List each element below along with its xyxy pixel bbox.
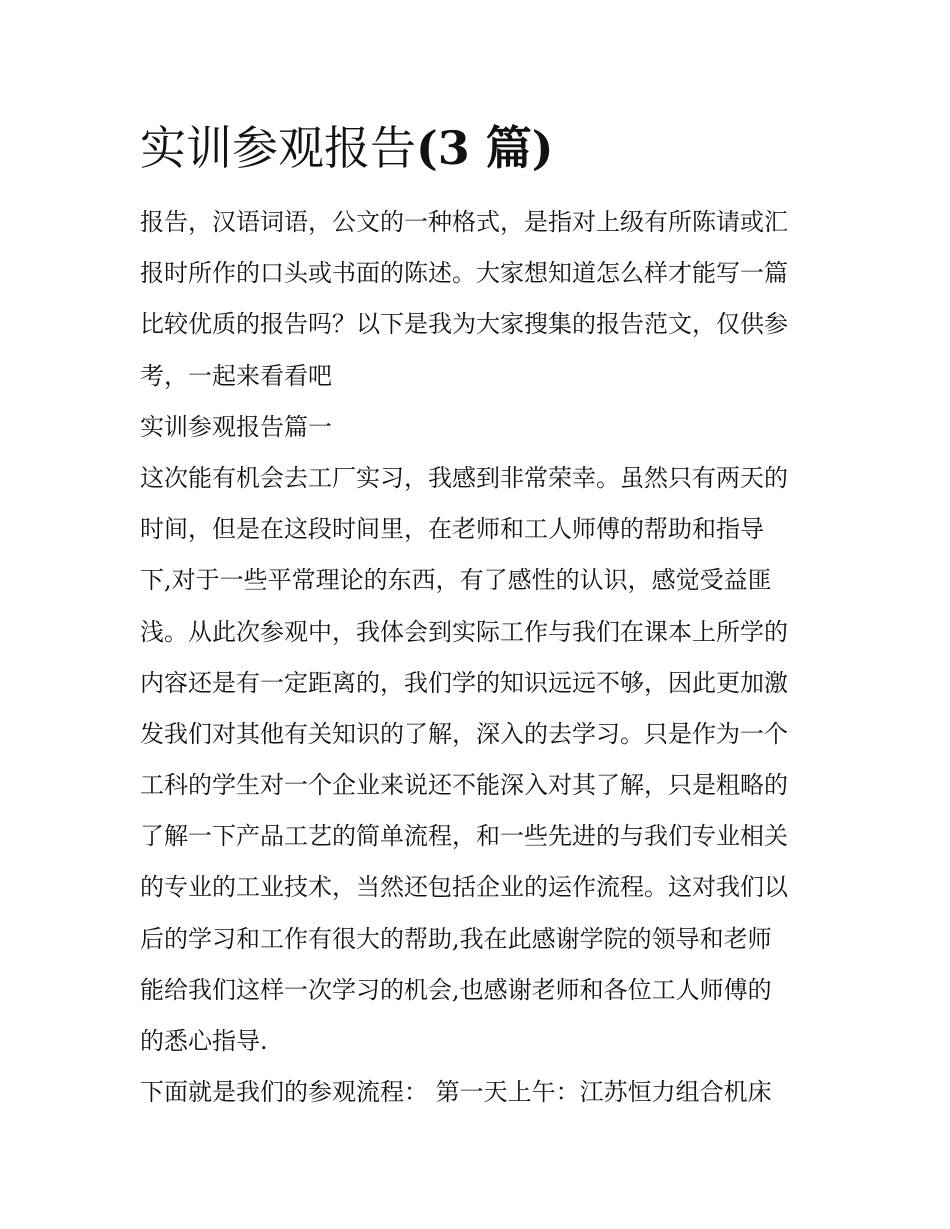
intro-line: 考，一起来看看吧 — [140, 361, 332, 390]
intro-paragraph — [140, 197, 820, 402]
paragraph-line: 的专业的工业技术，当然还包括企业的运作流程。这对我们以 — [140, 873, 788, 902]
paragraph-line: 的悉心指导. — [140, 1027, 268, 1055]
intro-line: 报时所作的口头或书面的陈述。大家想知道怎么样才能写一篇 — [140, 259, 788, 288]
title-count: (3 篇) — [416, 121, 554, 175]
paragraph-line: 了解一下产品工艺的简单流程，和一些先进的与我们专业相关 — [140, 822, 788, 851]
paragraph-line: 能给我们这样一次学习的机会,也感谢老师和各位工人师傅的 — [140, 975, 772, 1004]
section-heading: 实训参观报告篇一 — [140, 412, 332, 441]
paragraph-line: 发我们对其他有关知识的了解，深入的去学习。只是作为一个 — [140, 719, 788, 748]
paragraph-line: 浅。从此次参观中，我体会到实际工作与我们在课本上所学的 — [140, 617, 788, 646]
paragraph-line: 时间，但是在这段时间里，在老师和工人师傅的帮助和指导 — [140, 515, 764, 544]
document-body — [140, 197, 820, 1118]
title-main: 实训参观报告 — [140, 121, 416, 175]
paragraph-line: 工科的学生对一个企业来说还不能深入对其了解，只是粗略的 — [140, 771, 788, 800]
paragraph-line: 后的学习和工作有很大的帮助,我在此感谢学院的领导和老师 — [140, 924, 772, 953]
paragraph-line: 下,对于一些平常理论的东西，有了感性的认识，感觉受益匪 — [140, 566, 772, 595]
process-intro-line: 下面就是我们的参观流程： 第一天上午：江苏恒力组合机床 — [140, 1078, 772, 1107]
paragraph-line: 这次能有机会去工厂实习，我感到非常荣幸。虽然只有两天的 — [140, 463, 788, 492]
paragraph-line: 内容还是有一定距离的，我们学的知识远远不够，因此更加激 — [140, 668, 788, 697]
page-title — [140, 118, 554, 178]
body-paragraph — [140, 453, 820, 1067]
intro-line: 比较优质的报告吗？以下是我为大家搜集的报告范文，仅供参 — [140, 310, 788, 339]
intro-line: 报告，汉语词语，公文的一种格式，是指对上级有所陈请或汇 — [140, 208, 788, 236]
